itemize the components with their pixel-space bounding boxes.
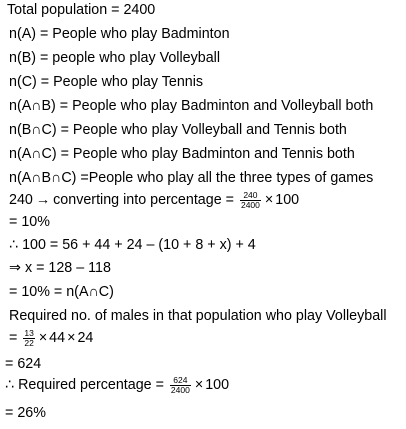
line-equation: ∴ 100 = 56 + 44 + 24 – (10 + 8 + x) + 4 <box>9 237 256 253</box>
line-all-three: n(A∩B∩C) =People who play all the three types of games <box>9 170 374 186</box>
line-ten-percent: = 10% <box>9 214 50 230</box>
line-required-percentage <box>5 371 229 399</box>
required-percentage-text: ∴ Required percentage = <box>5 377 164 393</box>
line-a-intersect-b: n(A∩B) = People who play Badminton and Volleyball both <box>9 98 374 114</box>
times-sign: × <box>67 330 76 346</box>
line-final-answer: = 26% <box>5 405 46 421</box>
multiplier: 100 <box>205 377 230 393</box>
fraction-denominator: 22 <box>24 337 34 348</box>
line-set-c: n(C) = People who play Tennis <box>9 74 204 90</box>
factor-24: 24 <box>77 330 94 346</box>
factor-44: 44 <box>49 330 66 346</box>
line-percentage-conversion <box>9 186 299 214</box>
fraction-denominator: 2400 <box>240 199 260 210</box>
fraction-denominator: 2400 <box>170 384 190 395</box>
line-required-males: Required no. of males in that population who play Volleyball <box>9 308 387 324</box>
line-total-population: Total population = 2400 <box>7 2 156 18</box>
line-males-calculation <box>9 324 93 352</box>
line-males-result: = 624 <box>5 356 42 372</box>
times-sign: × <box>38 330 48 346</box>
fraction-numerator: 240 <box>240 191 261 201</box>
times-sign: × <box>194 377 204 393</box>
equals-sign: = <box>9 330 18 346</box>
fraction-numerator: 13 <box>24 327 34 338</box>
line-b-intersect-c: n(B∩C) = People who play Volleyball and Tennis both <box>9 122 347 138</box>
line-x-result: = 10% = n(A∩C) <box>9 284 114 300</box>
line-set-a: n(A) = People who play Badminton <box>9 26 230 42</box>
fraction-240-2400 <box>240 191 261 210</box>
fraction-numerator: 624 <box>170 376 191 386</box>
line-set-b: n(B) = people who play Volleyball <box>9 50 221 66</box>
conversion-value: 240 <box>9 192 33 208</box>
fraction-624-2400 <box>170 376 191 395</box>
fraction-13-22 <box>23 329 34 348</box>
multiplier: 100 <box>275 192 300 208</box>
arrow-icon: → <box>35 192 51 208</box>
line-solve-x: ⇒ x = 128 – 118 <box>9 260 111 276</box>
line-a-intersect-c: n(A∩C) = People who play Badminton and Tennis both <box>9 146 355 162</box>
conversion-text: converting into percentage = <box>53 192 234 208</box>
times-sign: × <box>264 192 274 208</box>
